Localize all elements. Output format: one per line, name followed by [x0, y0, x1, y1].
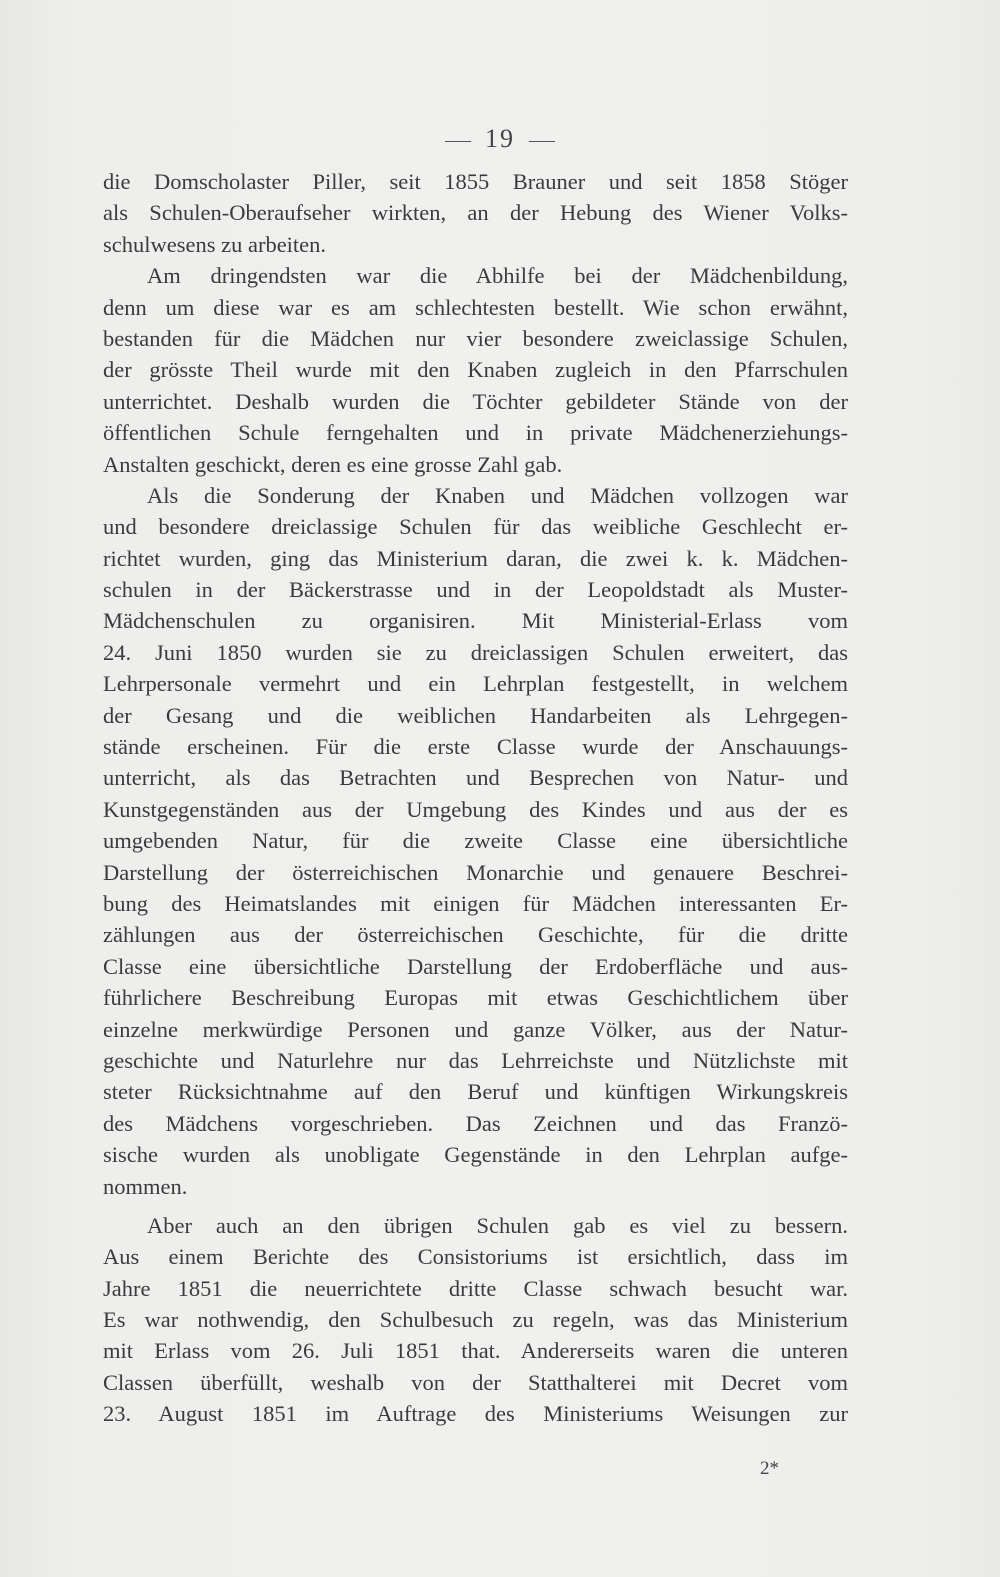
text-line: richtet wurden, ging das Ministerium daran, die zwei k. k. Mädchen-: [103, 545, 848, 571]
signature-mark: 2*: [760, 1458, 779, 1479]
page-header: [0, 124, 1000, 154]
text-line: Anstalten geschickt, deren es eine grosse Zahl gab.: [103, 451, 563, 477]
text-line: einzelne merkwürdige Personen und ganze Völker, aus der Natur-: [103, 1016, 848, 1042]
text-line: Darstellung der österreichischen Monarchie und genauere Beschrei-: [103, 859, 848, 885]
body-text: [103, 166, 848, 1430]
text-line: geschichte und Naturlehre nur das Lehrreichste und Nützlichste mit: [103, 1047, 848, 1073]
text-line: Jahre 1851 die neuerrichtete dritte Classe schwach besucht war.: [103, 1275, 848, 1301]
text-line: öffentlichen Schule ferngehalten und in private Mädchenerziehungs-: [103, 420, 848, 446]
header-dash-left: [445, 141, 471, 142]
text-line: zählungen aus der österreichischen Geschichte, für die dritte: [103, 922, 848, 948]
text-line: Es war nothwendig, den Schulbesuch zu regeln, was das Ministerium: [103, 1307, 848, 1333]
text-line: die Domscholaster Piller, seit 1855 Brauner und seit 1858 Stöger: [103, 169, 848, 194]
header-dash-right: [529, 141, 555, 142]
text-line: denn um diese war es am schlechtesten bestellt. Wie schon erwähnt,: [103, 294, 848, 320]
page-number: 19: [485, 124, 515, 153]
text-line: 23. August 1851 im Auftrage des Ministeriums Weisungen zur: [103, 1401, 848, 1427]
text-line: mit Erlass vom 26. Juli 1851 that. Andererseits waren die unteren: [103, 1338, 848, 1364]
text-line: steter Rücksichtnahme auf den Beruf und künftigen Wirkungskreis: [103, 1079, 848, 1105]
text-line: der grösste Theil wurde mit den Knaben zugleich in den Pfarrschulen: [103, 357, 848, 383]
text-line: Aber auch an den übrigen Schulen gab es viel zu bessern.: [147, 1212, 848, 1238]
text-line: nommen.: [103, 1173, 188, 1199]
text-line: führlichere Beschreibung Europas mit etwas Geschichtlichem über: [103, 985, 848, 1011]
text-line: als Schulen-Oberaufseher wirkten, an der Hebung des Wiener Volks-: [103, 200, 848, 226]
text-line: der Gesang und die weiblichen Handarbeiten als Lehrgegen-: [103, 702, 848, 728]
text-line: stände erscheinen. Für die erste Classe wurde der Anschauungs-: [103, 734, 848, 760]
text-line: Am dringendsten war die Abhilfe bei der Mädchenbildung,: [147, 263, 848, 289]
text-line: und besondere dreiclassige Schulen für das weibliche Geschlecht er-: [103, 514, 848, 540]
text-line: Kunstgegenständen aus der Umgebung des Kindes und aus der es: [103, 796, 848, 822]
text-line: Aus einem Berichte des Consistoriums ist ersichtlich, dass im: [103, 1244, 848, 1270]
text-line: umgebenden Natur, für die zweite Classe eine übersichtliche: [103, 828, 848, 854]
text-line: unterrichtet. Deshalb wurden die Töchter gebildeter Stände von der: [103, 388, 848, 414]
text-line: schulen in der Bäckerstrasse und in der Leopoldstadt als Muster-: [103, 577, 848, 603]
text-line: des Mädchens vorgeschrieben. Das Zeichnen und das Franzö-: [103, 1110, 848, 1136]
text-line: bung des Heimatslandes mit einigen für Mädchen interessanten Er-: [103, 890, 848, 916]
text-line: Als die Sonderung der Knaben und Mädchen vollzogen war: [147, 482, 848, 508]
text-line: schulwesens zu arbeiten.: [103, 231, 327, 257]
text-line: unterricht, als das Betrachten und Besprechen von Natur- und: [103, 765, 848, 791]
text-line: 24. Juni 1850 wurden sie zu dreiclassigen Schulen erweitert, das: [103, 639, 848, 665]
text-line: Classe eine übersichtliche Darstellung der Erdoberfläche und aus-: [103, 953, 848, 979]
text-line: Mädchenschulen zu organisiren. Mit Ministerial-Erlass vom: [103, 608, 848, 634]
text-line: Classen überfüllt, weshalb von der Statthalterei mit Decret vom: [103, 1369, 848, 1395]
text-line: sische wurden als unobligate Gegenstände in den Lehrplan aufge-: [103, 1142, 848, 1168]
text-line: Lehrpersonale vermehrt und ein Lehrplan festgestellt, in welchem: [103, 671, 848, 697]
text-line: bestanden für die Mädchen nur vier besondere zweiclassige Schulen,: [103, 325, 848, 351]
